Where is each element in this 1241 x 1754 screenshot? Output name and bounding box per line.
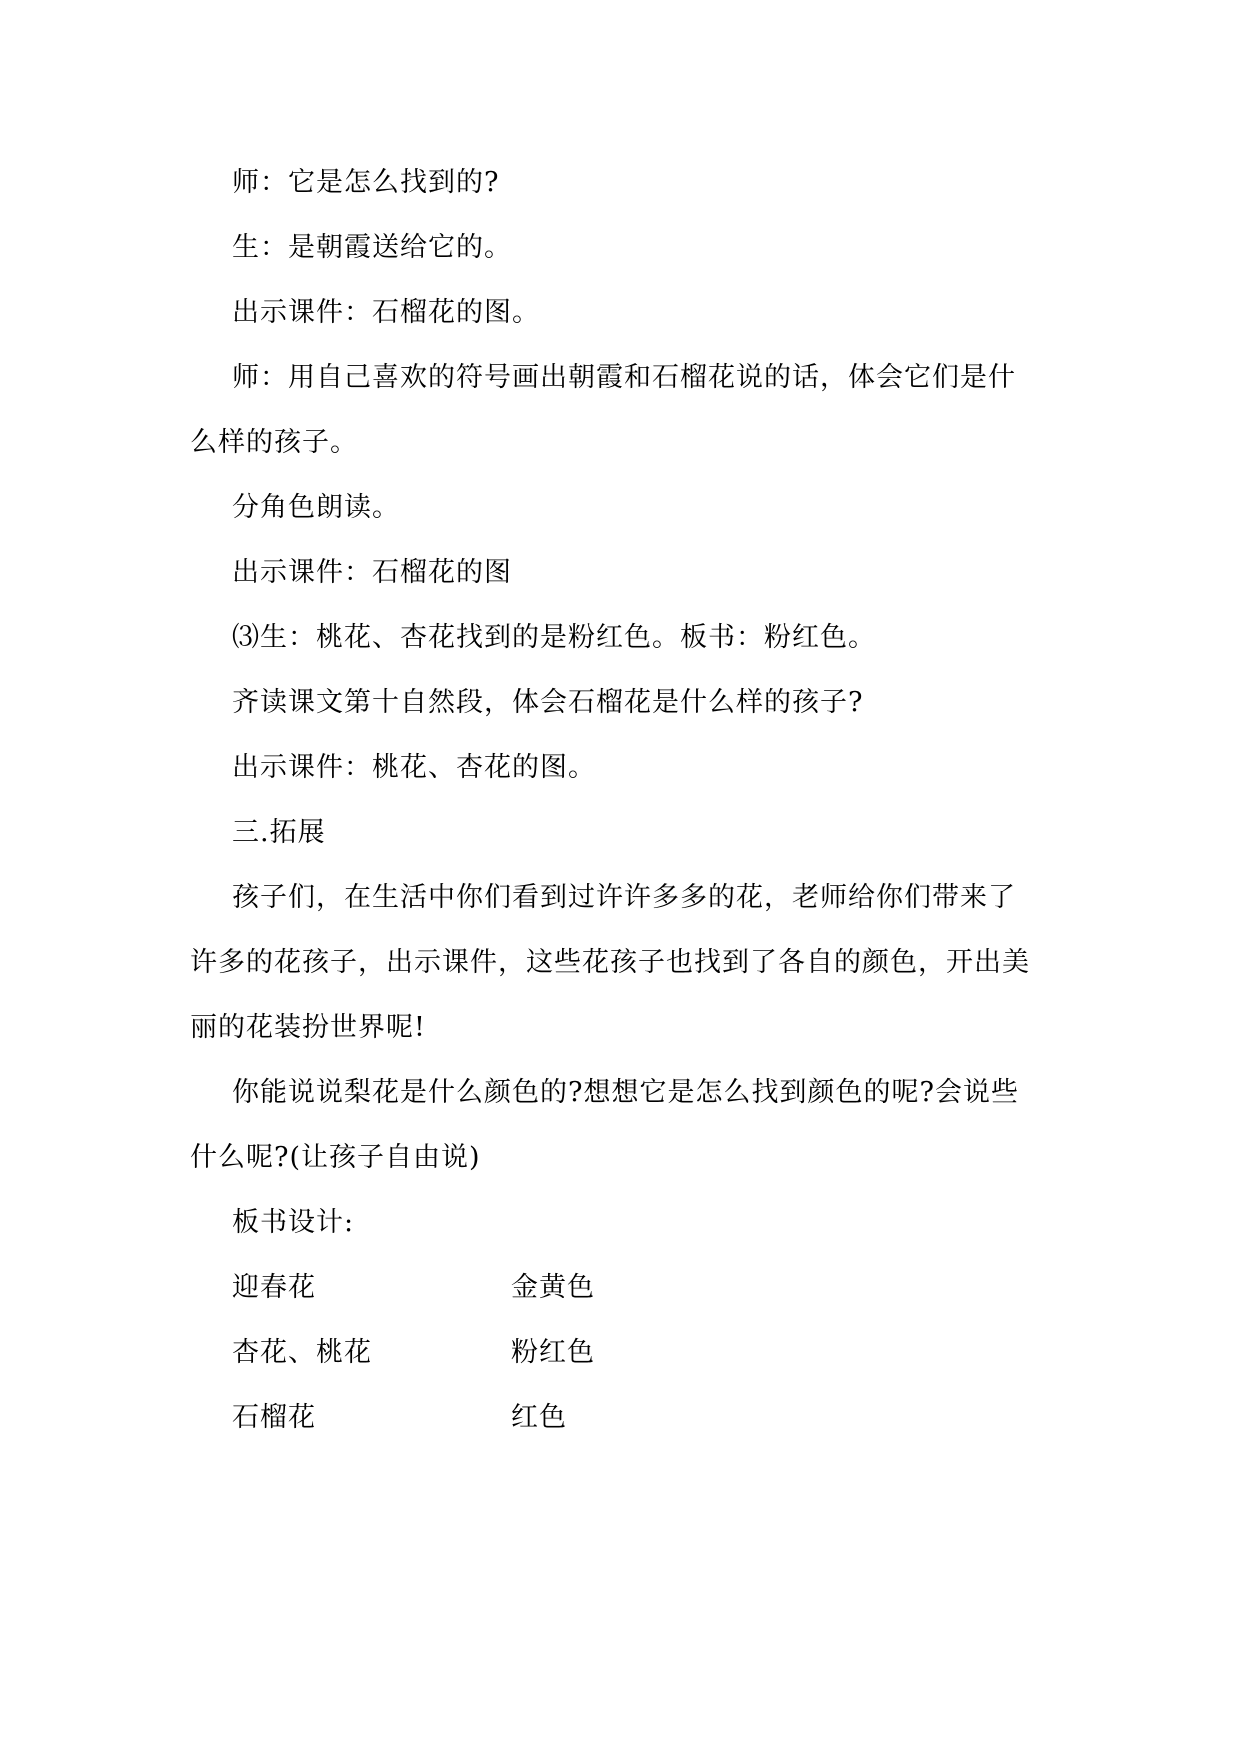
text-line: 师：用自己喜欢的符号画出朝霞和石榴花说的话，体会它们是什 (232, 362, 1016, 393)
text-line: 许多的花孩子，出示课件，这些花孩子也找到了各自的颜色，开出美 (190, 947, 1030, 978)
text-line: 齐读课文第十自然段，体会石榴花是什么样的孩子? (232, 687, 864, 718)
text-line: 你能说说梨花是什么颜色的?想想它是怎么找到颜色的呢?会说些 (232, 1077, 1019, 1108)
board-design-heading: 板书设计: (232, 1207, 355, 1238)
board-row-flower: 杏花、桃花 (232, 1337, 372, 1368)
text-line: 生：是朝霞送给它的。 (232, 232, 512, 263)
text-line: 出示课件：石榴花的图。 (232, 297, 540, 328)
board-row-color: 金黄色 (511, 1272, 595, 1303)
text-line: 出示课件：桃花、杏花的图。 (232, 752, 596, 783)
text-line: ⑶生：桃花、杏花找到的是粉红色。板书：粉红色。 (232, 622, 876, 653)
board-row-color: 粉红色 (511, 1337, 595, 1368)
text-line: 分角色朗读。 (232, 492, 400, 523)
text-line: 丽的花装扮世界呢! (190, 1012, 426, 1043)
text-line: 么样的孩子。 (190, 427, 358, 458)
text-line: 出示课件：石榴花的图 (232, 557, 512, 588)
text-line: 师：它是怎么找到的? (232, 167, 500, 198)
section-heading: 三.拓展 (232, 817, 326, 848)
board-row-flower: 石榴花 (232, 1402, 316, 1433)
board-row-color: 红色 (511, 1402, 567, 1433)
text-line: 什么呢?(让孩子自由说) (190, 1142, 481, 1173)
text-line: 孩子们，在生活中你们看到过许许多多的花，老师给你们带来了 (232, 882, 1016, 913)
board-row-flower: 迎春花 (232, 1272, 316, 1303)
